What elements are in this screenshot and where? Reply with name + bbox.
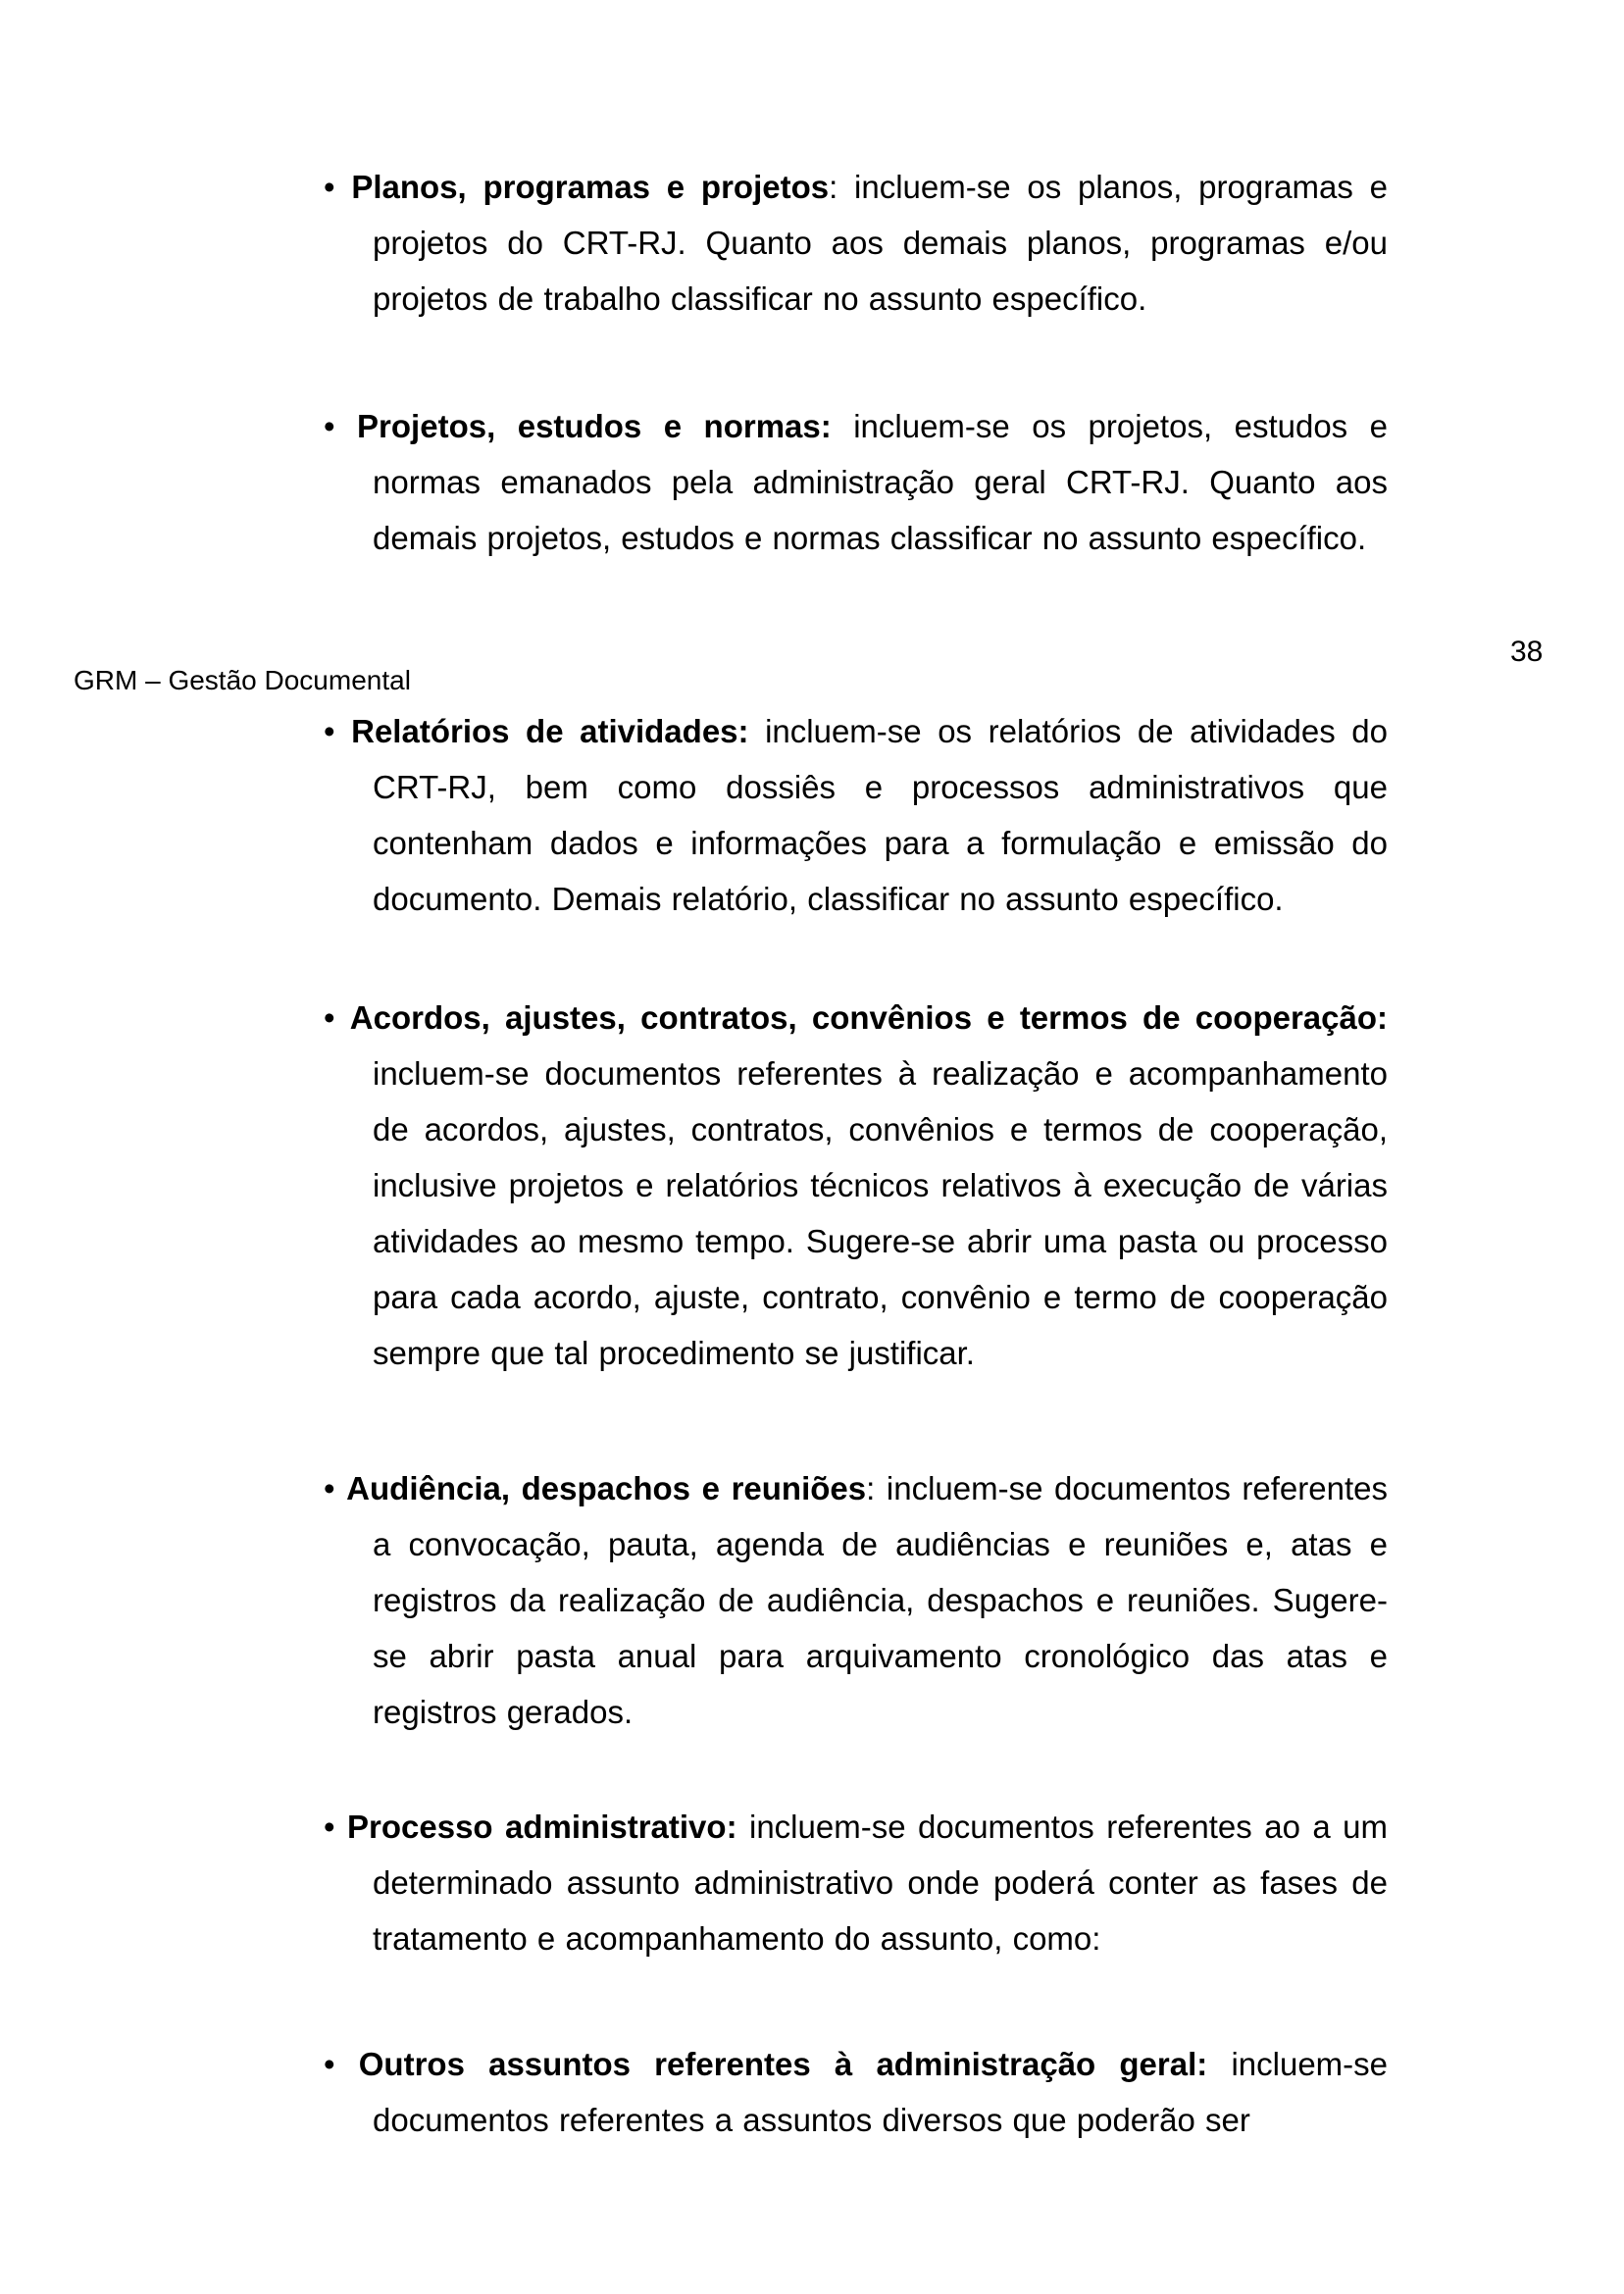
paragraph-head: Planos, programas e projetos bbox=[351, 169, 830, 205]
paragraph-head: Audiência, despachos e reuniões bbox=[346, 1470, 867, 1506]
paragraph-body: incluem-se documentos referentes à realização e acompanhamento de acordos, ajustes, contratos, convênios e termos de cooperação, inclusive projetos e relatórios técnicos relativos à execução de várias atividades ao mesmo tempo. Sugere-se abrir uma pasta ou processo para cada acordo, ajuste, contrato, convênio e termo de cooperação sempre que tal procedimento se justificar. bbox=[373, 1055, 1388, 1371]
page-number: 38 bbox=[1510, 636, 1544, 668]
paragraph-body: incluem-se documentos referentes a assuntos diversos que poderão ser bbox=[373, 2046, 1389, 2138]
bullet-marker: • bbox=[324, 408, 335, 444]
bullet-paragraph bbox=[324, 1799, 1388, 1966]
paragraph-head: Processo administrativo: bbox=[347, 1809, 737, 1845]
bullet-paragraph bbox=[324, 990, 1388, 1381]
bullet-paragraph bbox=[324, 159, 1388, 327]
paragraph-head: Projetos, estudos e normas: bbox=[357, 408, 832, 444]
bullet-paragraph bbox=[324, 1460, 1388, 1740]
paragraph-body: incluem-se os relatórios de atividades do CRT-RJ, bem como dossiês e processos administrativos que contenham dados e informações para a formulação e emissão do documento. Demais relatório, classificar no assunto específico. bbox=[373, 713, 1389, 917]
bullet-paragraph bbox=[324, 398, 1388, 566]
paragraph-body: incluem-se documentos referentes ao a um determinado assunto administrativo onde poderá conter as fases de tratamento e acompanhamento do assunto, como: bbox=[373, 1809, 1388, 1957]
paragraph-head: Relatórios de atividades: bbox=[351, 713, 749, 749]
running-header: GRM – Gestão Documental bbox=[74, 665, 411, 695]
paragraph-head: Acordos, ajustes, contratos, convênios e termos de cooperação: bbox=[349, 999, 1388, 1036]
bullet-marker: • bbox=[324, 999, 335, 1036]
bullet-marker: • bbox=[324, 1470, 335, 1506]
paragraph-body: : incluem-se os planos, programas e projetos do CRT-RJ. Quanto aos demais planos, programas e/ou projetos de trabalho classificar no assunto específico. bbox=[373, 169, 1389, 317]
bullet-marker: • bbox=[324, 713, 335, 749]
bullet-marker: • bbox=[324, 169, 335, 205]
bullet-paragraph bbox=[324, 703, 1388, 927]
bullet-marker: • bbox=[324, 1809, 335, 1845]
paragraph-body: incluem-se os projetos, estudos e normas emanados pela administração geral CRT-RJ. Quanto aos demais projetos, estudos e normas classificar no assunto específico. bbox=[373, 408, 1388, 556]
bullet-marker: • bbox=[324, 2046, 335, 2082]
paragraph-head: Outros assuntos referentes à administração geral: bbox=[358, 2046, 1208, 2082]
bullet-paragraph bbox=[324, 2036, 1388, 2148]
paragraph-body: : incluem-se documentos referentes a convocação, pauta, agenda de audiências e reuniões e, atas e registros da realização de audiência, despachos e reuniões. Sugere-se abrir pasta anual para arquivamento cronológico das atas e registros gerados. bbox=[373, 1470, 1388, 1730]
